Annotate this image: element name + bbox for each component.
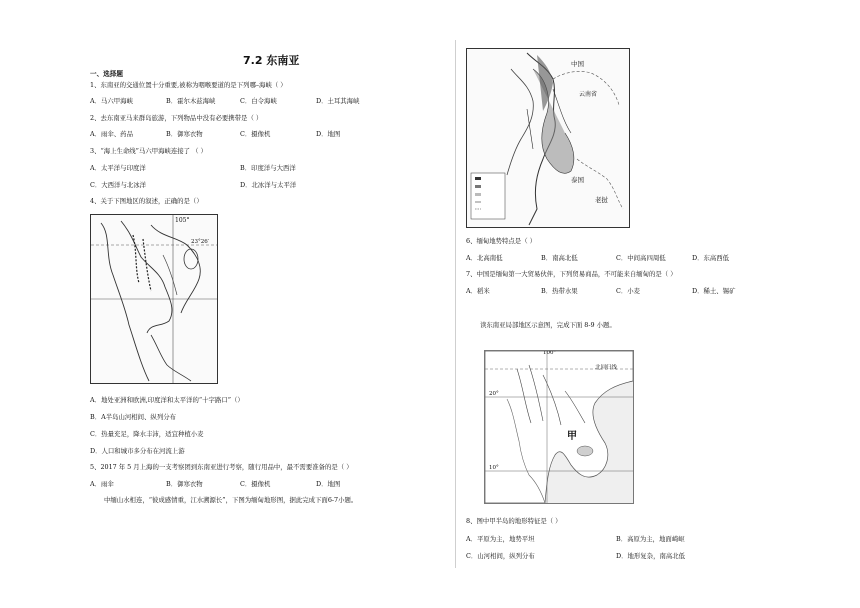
q2-option-b: B．御寒衣物 <box>166 130 203 138</box>
question-2-stem: 2、去东南亚马来群岛旅游，下列物品中没有必要携带是（ ） <box>90 114 263 122</box>
map2-yunnan-label: 云南省 <box>579 91 598 98</box>
q4-option-a: A．地处亚洲和欧洲,印度洋和太平洋的“十字路口”（） <box>90 396 244 404</box>
q5-option-b: B．御寒衣物 <box>166 480 203 488</box>
q2-option-c: C．摄像机 <box>240 130 271 138</box>
question-5-stem: 5、2017 年 5 月上海的一支考察团到东南亚进行考察，随行用品中，最不需要准备的是（ ） <box>90 463 353 471</box>
q6-option-d: D．东高西低 <box>692 254 730 262</box>
map2-china-label: 中国 <box>571 60 584 68</box>
q8-option-d: D．地形复杂，南高北低 <box>616 552 686 560</box>
q1-option-b: B．霍尔木兹海峡 <box>166 97 216 105</box>
map2-laos-label: 老挝 <box>595 196 608 204</box>
indochina-map <box>90 214 218 384</box>
q7-option-a: A．稻米 <box>466 287 490 295</box>
q1-option-a: A．马六甲海峡 <box>90 97 133 105</box>
q6-option-a: A．北高南低 <box>466 254 503 262</box>
q6-option-b: B．南高北低 <box>541 254 578 262</box>
map2-thailand-label: 泰国 <box>571 176 584 184</box>
column-divider <box>455 40 456 568</box>
q3-option-a: A．太平洋与印度洋 <box>90 164 146 172</box>
map1-tropic-label: 23°26′ <box>191 239 209 245</box>
q4-option-b: B．A半岛山河相间、纵列分布 <box>90 413 176 421</box>
q5-option-c: C．摄像机 <box>240 480 271 488</box>
q3-option-d: D．北冰洋与太平洋 <box>240 181 297 189</box>
map3-peninsula-label: 甲 <box>567 431 577 442</box>
question-3-stem: 3、“海上生命线”马六甲海峡连接了 （ ） <box>90 147 207 155</box>
q3-option-c: C．大西洋与北冰洋 <box>90 181 147 189</box>
q2-option-d: D．地图 <box>316 130 341 138</box>
map3-lat-10-label: 10° <box>489 465 499 471</box>
map1-longitude-label: 105° <box>175 217 190 224</box>
question-1-stem: 1、东南亚的交通位置十分重要,被称为咽喉要道的是下列哪–海峡（ ） <box>90 81 287 89</box>
intro-8-9: 读东南亚局部地区示意图，完成下面 8-9 小题。 <box>480 321 616 329</box>
question-6-stem: 6、缅甸地势特点是（ ） <box>466 237 537 245</box>
map3-tropic-label: 北回归线 <box>595 365 618 371</box>
q4-option-c: C．热量充足，降水丰沛，适宜种植小麦 <box>90 430 204 438</box>
page-title: 7.2 东南亚 <box>243 54 300 67</box>
q4-option-d: D．人口和城市多分布在河流上游 <box>90 447 185 455</box>
q7-option-d: D．稀土、锡矿 <box>692 287 736 295</box>
q7-option-b: B．热带水果 <box>541 287 578 295</box>
q3-option-b: B．印度洋与大西洋 <box>240 164 296 172</box>
map3-longitude-label: 100° <box>543 350 557 356</box>
q5-option-a: A．雨伞 <box>90 480 114 488</box>
q6-option-c: C．中间高四周低 <box>616 254 666 262</box>
question-4-stem: 4、关于下图地区的叙述，正确的是（） <box>90 197 203 205</box>
q1-option-d: D．土耳其海峡 <box>316 97 360 105</box>
section-heading: 一、选择题 <box>90 70 123 78</box>
q7-option-c: C．小麦 <box>616 287 641 295</box>
question-7-stem: 7、中国是缅甸第一大贸易伙伴，下列贸易商品，不可能来自缅甸的是（ ） <box>466 270 677 278</box>
southeast-asia-map <box>484 350 634 504</box>
q2-option-a: A．雨伞、药品 <box>90 130 133 138</box>
map3-lat-20-label: 20° <box>489 391 499 397</box>
q8-option-b: B．高原为主，地面崎岖 <box>616 535 685 543</box>
myanmar-map <box>466 48 630 228</box>
q1-option-c: C．白令海峡 <box>240 97 277 105</box>
intro-6-7: 中缅山水相连，“彼成感情重，江水溯源长”，下图为缅甸地形图，据此完成下面6-7小题。 <box>104 496 358 504</box>
question-8-stem: 8、图中甲半岛的地形特征是（ ） <box>466 517 562 525</box>
q5-option-d: D．地图 <box>316 480 341 488</box>
q8-option-a: A．平原为主，地势平坦 <box>466 535 535 543</box>
southeast-asia-map-drawing <box>485 351 633 503</box>
q8-option-c: C．山河相间，纵列分布 <box>466 552 535 560</box>
